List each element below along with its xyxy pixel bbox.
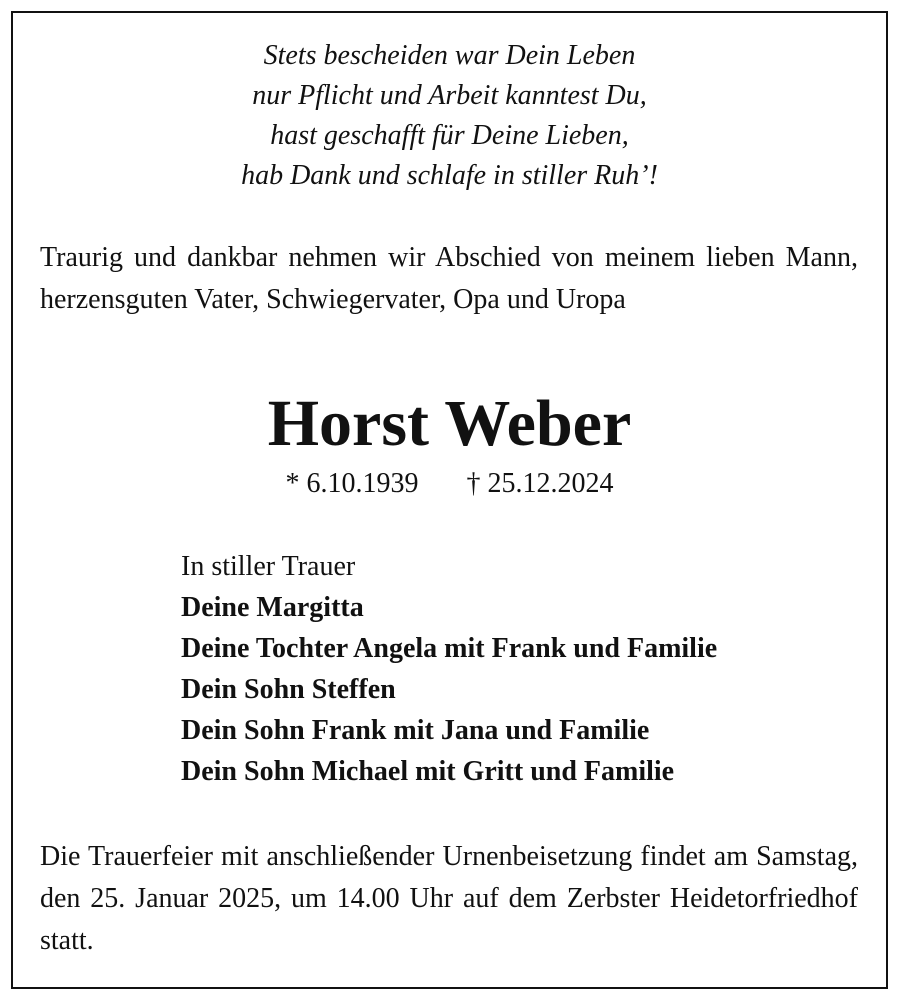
birth-date: * 6.10.1939 <box>285 468 419 499</box>
mourner-name: Deine Tochter Angela mit Frank und Familie <box>181 633 718 664</box>
mourner-name: Dein Sohn Frank mit Jana und Familie <box>181 715 650 746</box>
poem-line: nur Pflicht und Arbeit kanntest Du, <box>252 80 647 111</box>
mourner-name: Deine Margitta <box>181 592 364 623</box>
mourner-name: Dein Sohn Michael mit Gritt und Familie <box>181 756 675 787</box>
poem-line: Stets bescheiden war Dein Leben <box>263 40 636 71</box>
mourners-label: In stiller Trauer <box>181 551 356 582</box>
deceased-name: Horst Weber <box>267 387 632 460</box>
poem-line: hab Dank und schlafe in stiller Ruh’! <box>241 160 658 191</box>
mourner-name: Dein Sohn Steffen <box>181 674 396 705</box>
funeral-info: Die Trauerfeier mit anschließender Urnenbeisetzung findet am Samstag, den 25. Januar 2025, um 14.00 Uhr auf dem Zerbster Heidetorfriedhof statt. <box>40 841 858 956</box>
mourners-block <box>181 546 717 792</box>
life-dates <box>0 466 899 502</box>
poem <box>0 36 899 196</box>
poem-line: hast geschafft für Deine Lieben, <box>270 120 629 151</box>
death-date: † 25.12.2024 <box>466 468 614 499</box>
intro-text: Traurig und dankbar nehmen wir Abschied von meinem lieben Mann, herzensguten Vater, Schwiegervater, Opa und Uropa <box>40 242 858 315</box>
